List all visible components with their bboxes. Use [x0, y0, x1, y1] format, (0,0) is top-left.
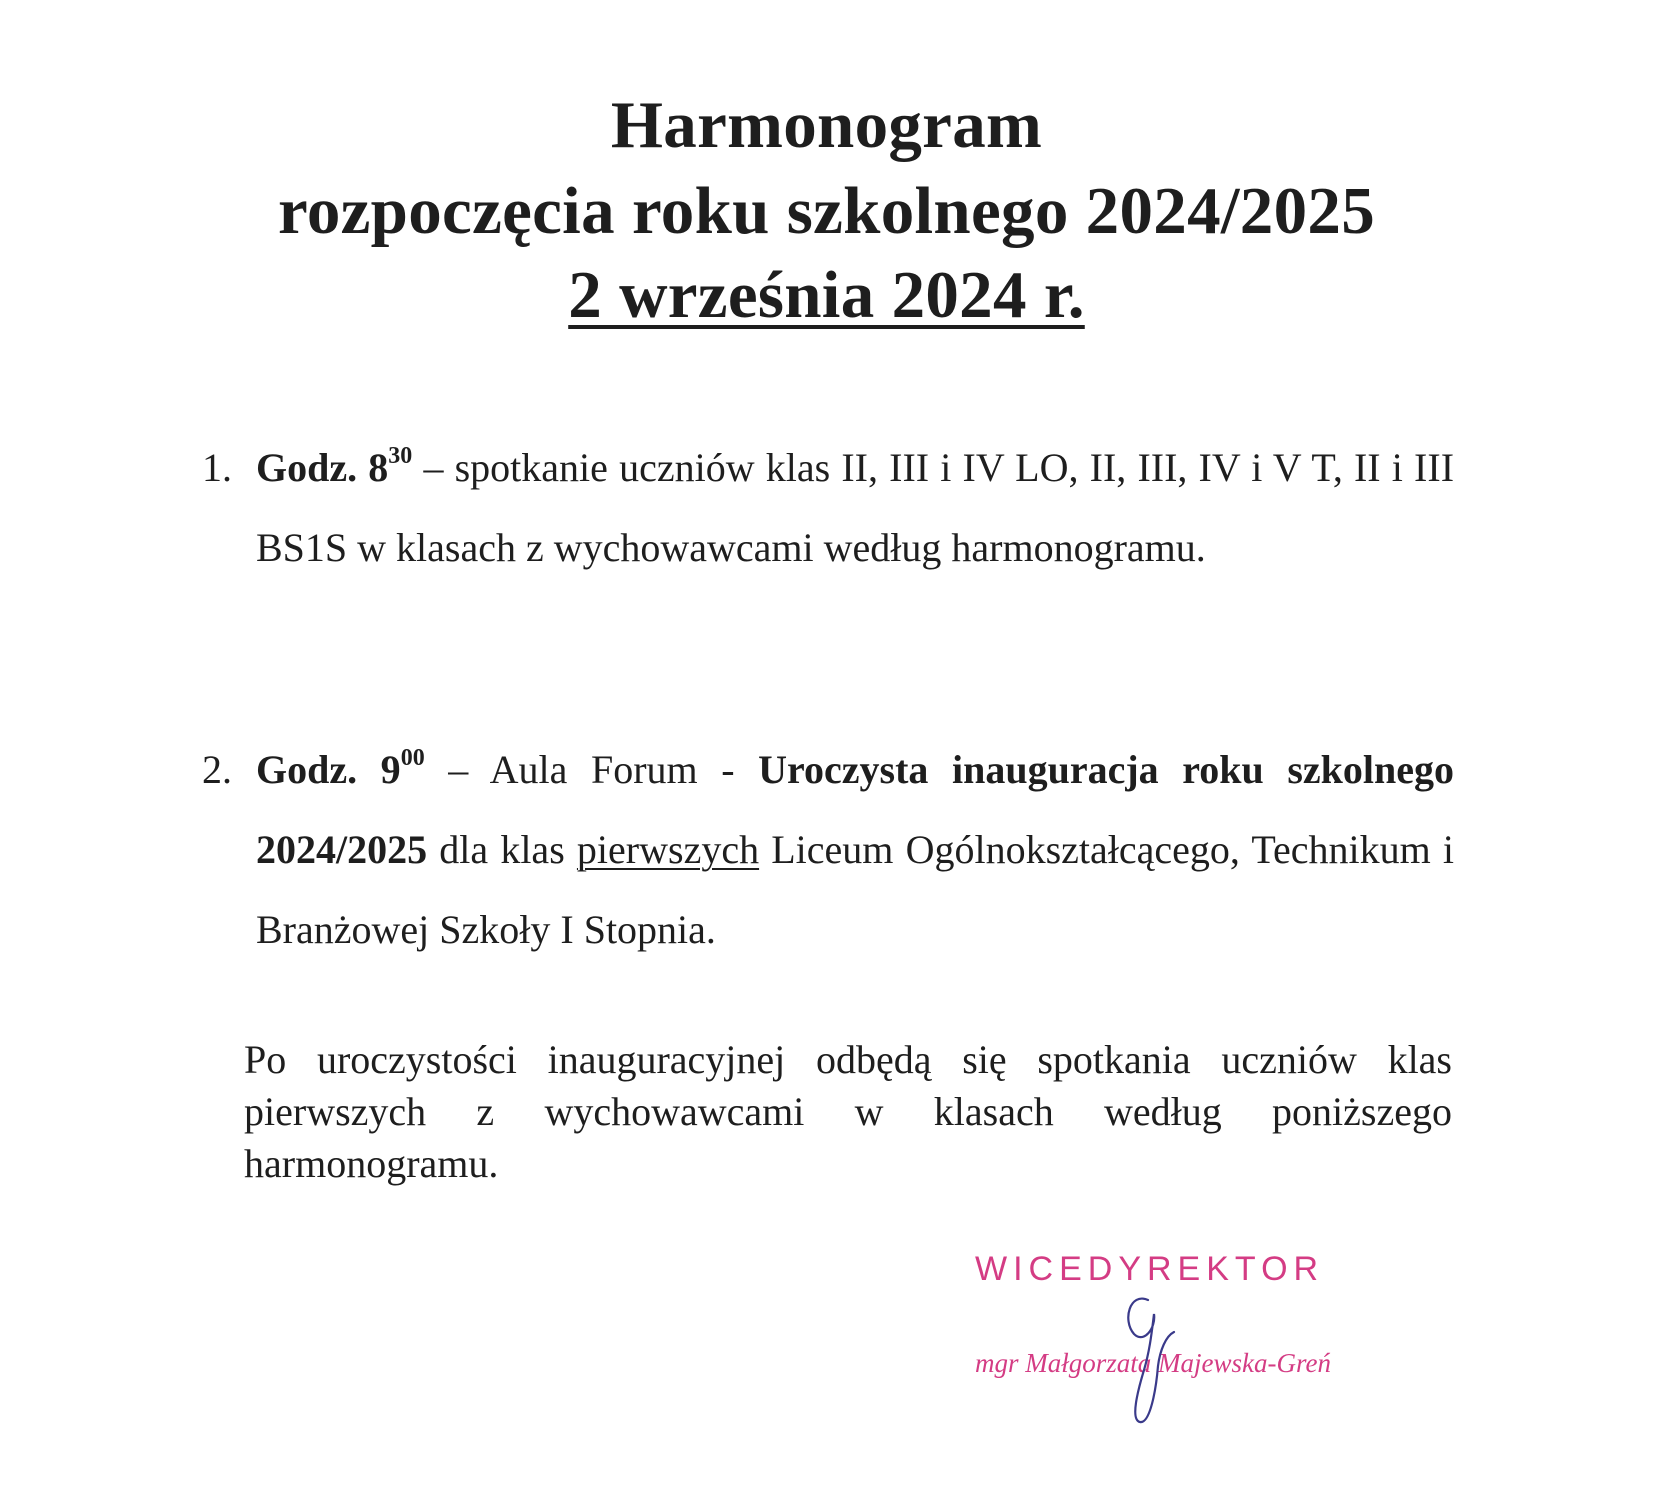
- closing-paragraph: Po uroczystości inauguracyjnej odbędą się spotkania uczniów klas pierwszych z wychowawcami w klasach według poniższego harmonogramu.: [244, 1037, 1452, 1186]
- document-title: Harmonogram: [610, 88, 1043, 162]
- document-date-text: 2 września 2024 r.: [568, 258, 1085, 332]
- stamp-name: mgr Małgorzata Majewska-Greń: [975, 1348, 1331, 1378]
- item-text: spotkanie uczniów klas II, III i IV LO, II, III, IV i V T, II i III BS1S w klasach z wychowawcami według harmonogramu.: [256, 445, 1455, 570]
- schedule-item-1: [202, 428, 1455, 588]
- item-place: Aula Forum: [489, 747, 698, 792]
- item-time-label: Godz. 9: [256, 747, 401, 792]
- item-time-label: Godz. 8: [256, 445, 389, 490]
- item-dash: –: [412, 445, 455, 490]
- item-text-before: dla klas: [427, 827, 577, 872]
- item-separator: -: [697, 747, 759, 792]
- item-time-minutes: 00: [400, 745, 425, 771]
- item-event: Uroczysta inauguracja roku szkolnego 2024/2025: [256, 747, 1455, 872]
- document-date: [0, 258, 1653, 332]
- item-dash: –: [424, 747, 490, 792]
- stamp-title: WICEDYREKTOR: [975, 1250, 1325, 1288]
- item-text-after: Liceum Ogólnokształcącego, Technikum i Branżowej Szkoły I Stopnia.: [256, 827, 1454, 952]
- signature-icon: [1100, 1270, 1190, 1430]
- document-subtitle: rozpoczęcia roku szkolnego 2024/2025: [278, 174, 1375, 248]
- item-number: 2.: [202, 747, 232, 792]
- schedule-item-2: [202, 730, 1455, 970]
- item-number: 1.: [202, 445, 232, 490]
- item-underlined: pierwszych: [576, 827, 760, 872]
- item-time-minutes: 30: [388, 443, 413, 469]
